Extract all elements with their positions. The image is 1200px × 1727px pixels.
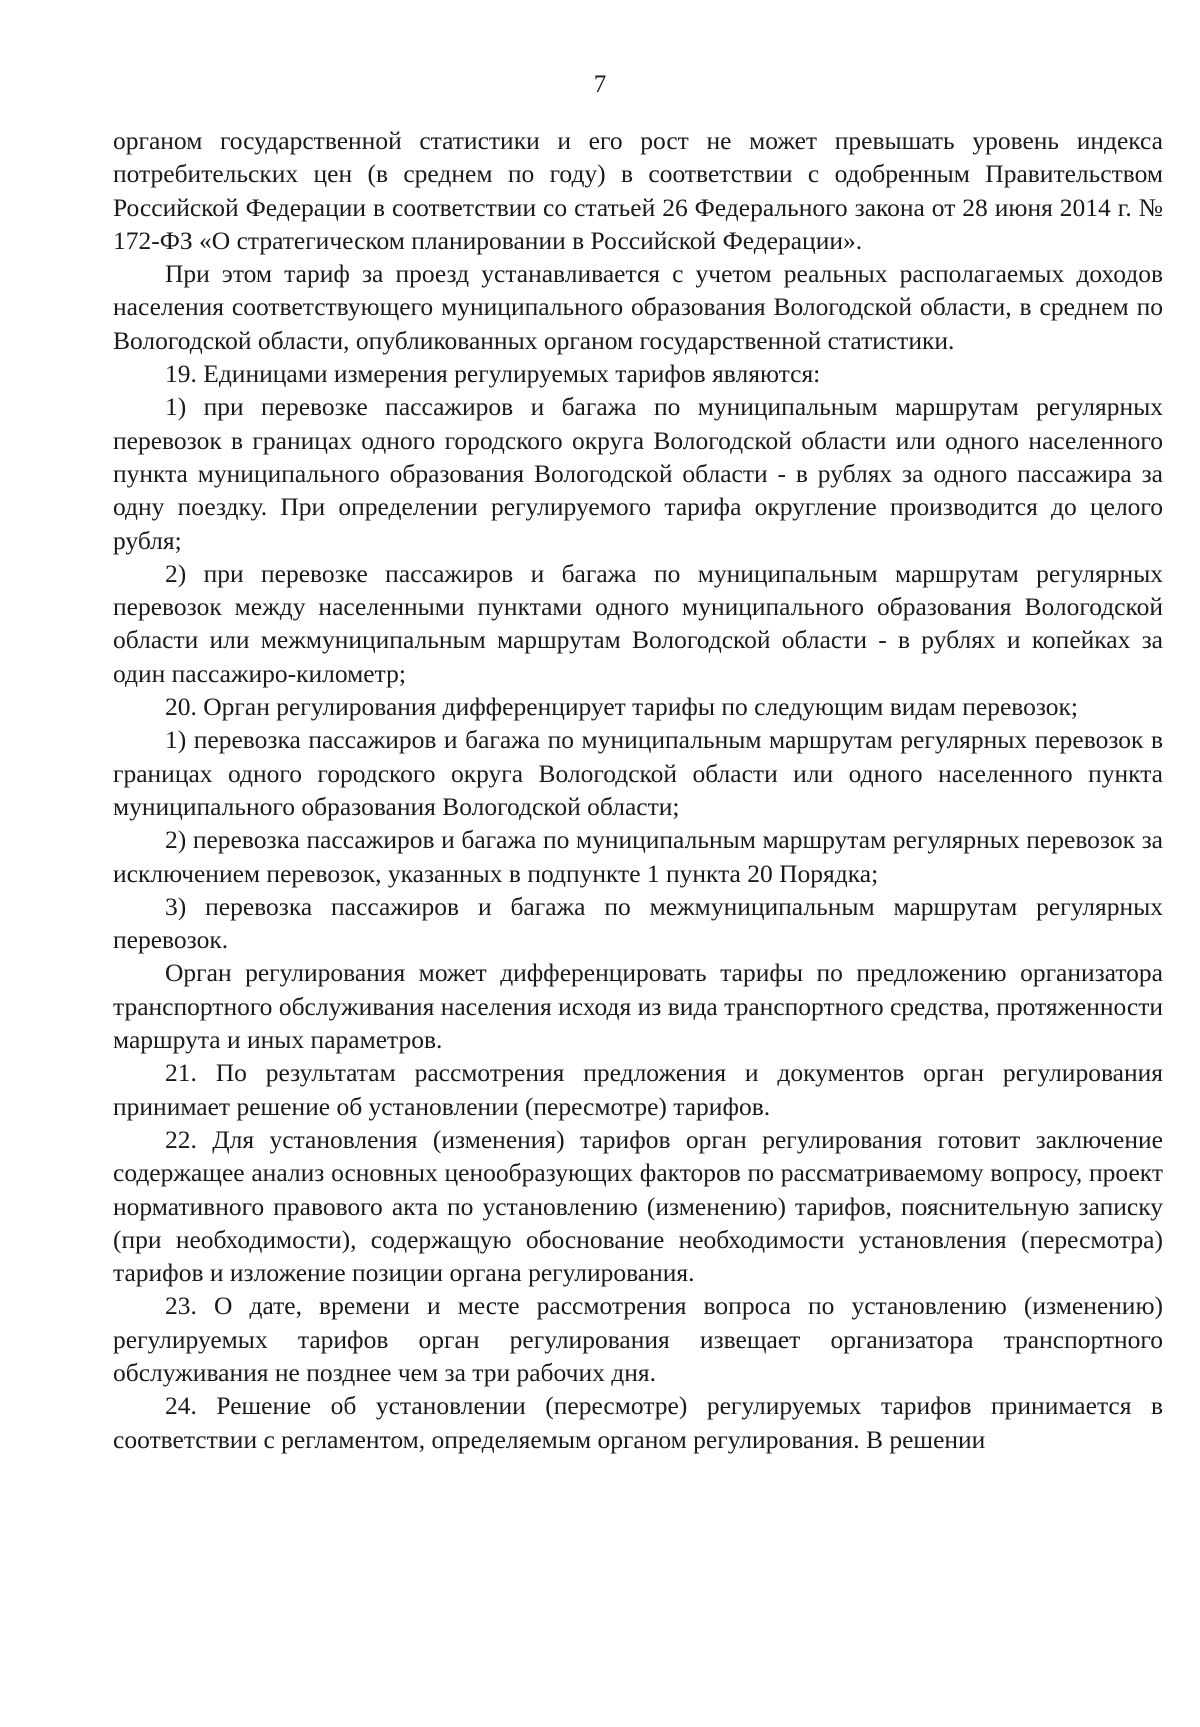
paragraph: При этом тариф за проезд устанавливается с учетом реальных располагаемых доходов населения соответствующего муниципального образования Вологодской области, в среднем по Вологодской области, опубликованных органом государственной статистики. [113, 259, 1163, 355]
paragraph: 21. По результатам рассмотрения предложения и документов орган регулирования принимает решение об установлении (пересмотре) тарифов. [113, 1058, 1163, 1121]
paragraph: 19. Единицами измерения регулируемых тарифов являются: [165, 359, 821, 389]
paragraph: 22. Для установления (изменения) тарифов орган регулирования готовит заключение содержащее анализ основных ценообразующих факторов по рассматриваемому вопросу, проект нормативного правового акта по установлению (изменению) тарифов, пояснительную записку (при необходимости), содержащую обоснование необходимости установления (пересмотра) тарифов и изложение позиции органа регулирования. [113, 1124, 1163, 1288]
page-number: 7 [593, 71, 607, 98]
document-body [113, 124, 1163, 1456]
paragraph: 20. Орган регулирования дифференцирует тарифы по следующим видам перевозок; [165, 692, 1079, 722]
paragraph: 3) перевозка пассажиров и багажа по межмуниципальным маршрутам регулярных перевозок. [113, 891, 1163, 955]
paragraph: 1) при перевозке пассажиров и багажа по муниципальным маршрутам регулярных перевозок в границах одного городского округа Вологодской области или одного населенного пункта муниципального образования Вологодской области - в рублях за одного пассажира за одну поездку. При определении регулируемого тарифа округление производится до целого рубля; [113, 392, 1163, 555]
paragraph: Орган регулирования может дифференцировать тарифы по предложению организатора транспортного обслуживания населения исходя из вида транспортного средства, протяженности маршрута и иных параметров. [113, 958, 1163, 1055]
paragraph: 2) при перевозке пассажиров и багажа по муниципальным маршрутам регулярных перевозок между населенными пунктами одного муниципального образования Вологодской области или межмуниципальным маршрутам Вологодской области - в рублях и копейках за один пассажиро-километр; [113, 558, 1163, 688]
paragraph: 2) перевозка пассажиров и багажа по муниципальным маршрутам регулярных перевозок за исключением перевозок, указанных в подпункте 1 пункта 20 Порядка; [113, 825, 1163, 888]
paragraph: 23. О дате, времени и месте рассмотрения вопроса по установлению (изменению) регулируемых тарифов орган регулирования извещает организатора транспортного обслуживания не позднее чем за три рабочих дня. [113, 1291, 1163, 1387]
paragraph: 24. Решение об установлении (пересмотре) регулируемых тарифов принимается в соответствии с регламентом, определяемым органом регулирования. В решении [113, 1391, 1163, 1454]
paragraph: органом государственной статистики и его рост не может превышать уровень индекса потребительских цен (в среднем по году) в соответствии с одобренным Правительством Российской Федерации в соответствии со статьей 26 Федерального закона от 28 июня 2014 г. № 172-ФЗ «О стратегическом планировании в Российской Федерации». [113, 126, 1163, 255]
paragraph: 1) перевозка пассажиров и багажа по муниципальным маршрутам регулярных перевозок в границах одного городского округа Вологодской области или одного населенного пункта муниципального образования Вологодской области; [113, 725, 1163, 821]
